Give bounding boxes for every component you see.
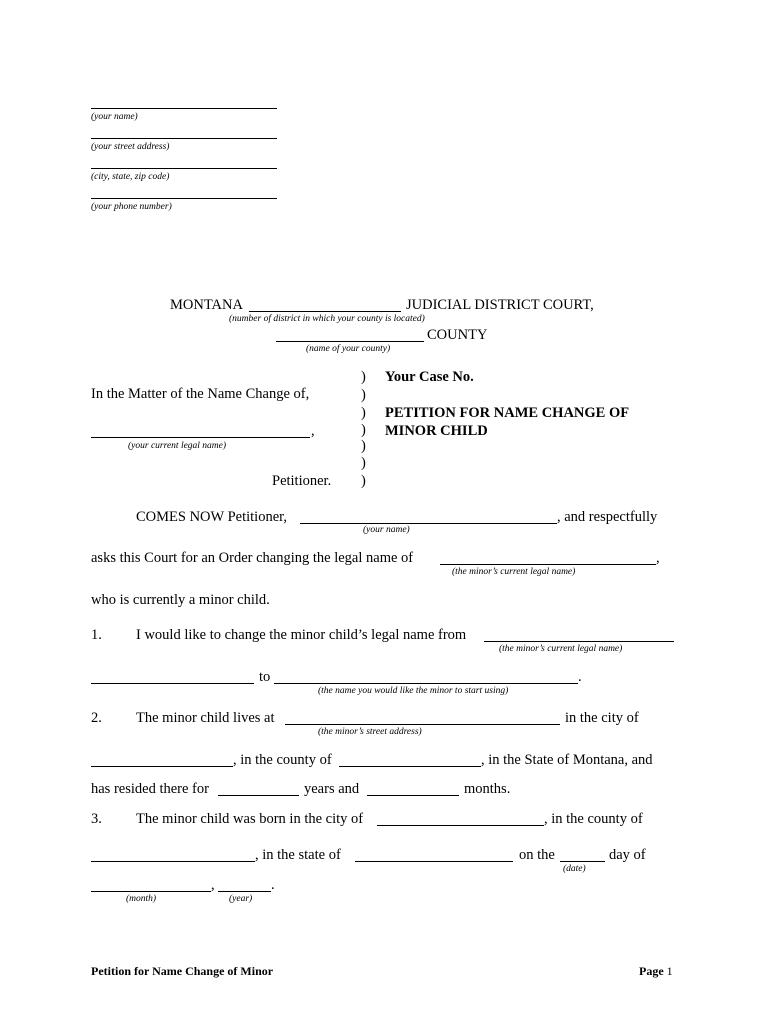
paragraph-3-number: 3. [91,811,102,827]
street-address-line[interactable] [91,138,277,139]
city-state-zip-line[interactable] [91,168,277,169]
court-title: JUDICIAL DISTRICT COURT, [406,297,594,313]
months-blank[interactable] [367,781,459,796]
paren: ) [361,369,366,385]
paren: ) [361,438,366,454]
county-name-blank[interactable] [276,327,424,342]
in-city-text: in the city of [565,710,639,726]
minor-child-text: who is currently a minor child. [91,592,270,608]
on-the-text: on the [519,847,555,863]
to-text: to [259,669,271,685]
minor-city-blank[interactable] [91,752,233,767]
page-indicator [639,964,673,979]
street-address-caption: (your street address) [91,142,170,152]
current-legal-name-blank[interactable] [91,423,310,438]
birth-month-blank[interactable] [91,877,211,892]
comma: , [211,877,215,893]
birth-city-blank[interactable] [377,811,544,826]
p1-current-name-continued-blank[interactable] [91,669,254,684]
month-caption: (month) [126,894,157,904]
new-name-blank[interactable] [274,669,578,684]
paren: ) [361,387,366,403]
minor-current-name-blank[interactable] [440,550,656,565]
in-county-text: , in the county of [233,752,332,768]
case-number-label: Your Case No. [385,369,474,385]
minor-street-address-blank[interactable] [285,710,560,725]
day-of-text: day of [609,847,646,863]
minor-current-name-caption: (the minor’s current legal name) [452,567,576,577]
current-legal-name-caption: (your current legal name) [128,441,227,451]
paragraph-2-number: 2. [91,710,102,726]
resided-text: has resided there for [91,781,209,797]
in-county-of-text: , in the county of [544,811,643,827]
phone-number-line[interactable] [91,198,277,199]
years-blank[interactable] [218,781,299,796]
paragraph-1-number: 1. [91,627,102,643]
new-name-caption: (the name you would like the minor to start using) [318,686,509,696]
in-state-of-text: , in the state of [255,847,341,863]
matter-label: In the Matter of the Name Change of, [91,386,310,402]
footer-title: Petition for Name Change of Minor [91,964,274,978]
period: . [578,669,582,685]
p1-current-name-blank[interactable] [484,627,674,642]
year-caption: (year) [229,894,253,904]
comes-now-text: COMES NOW Petitioner, [136,509,287,525]
date-caption: (date) [563,864,586,874]
paren: ) [361,405,366,421]
court-state: MONTANA [170,297,243,313]
county-caption: (name of your county) [306,344,391,354]
city-state-zip-caption: (city, state, zip code) [91,172,170,182]
p1-current-name-caption: (the minor’s current legal name) [499,644,623,654]
document-title-line1: PETITION FOR NAME CHANGE OF [385,405,630,421]
birth-county-blank[interactable] [91,847,255,862]
years-and-text: years and [304,781,360,797]
page-label: Page [639,964,664,978]
district-number-blank[interactable] [249,297,401,312]
your-name-caption: (your name) [363,525,410,535]
in-state-text: , in the State of Montana, and [481,752,653,768]
paragraph-2-text: The minor child lives at [136,710,275,726]
comma: , [311,423,315,439]
street-address-caption: (the minor’s street address) [318,727,422,737]
period: . [271,877,275,893]
birth-state-blank[interactable] [355,847,513,862]
your-name-line[interactable] [91,108,277,109]
district-caption: (number of district in which your county is located) [229,314,425,324]
page-number: 1 [666,964,673,978]
document-title-line2: MINOR CHILD [385,423,488,439]
minor-county-blank[interactable] [339,752,481,767]
paren: ) [361,455,366,471]
petitioner-label: Petitioner. [272,473,332,489]
your-name-caption: (your name) [91,112,138,122]
phone-number-caption: (your phone number) [91,202,172,212]
petitioner-name-blank[interactable] [300,509,557,524]
birth-day-blank[interactable] [560,847,605,862]
paren: ) [361,473,366,489]
comma: , [656,550,660,566]
and-respectfully-text: , and respectfully [557,509,658,525]
birth-year-blank[interactable] [218,877,271,892]
county-label: COUNTY [427,327,488,343]
paragraph-3-text: The minor child was born in the city of [136,811,364,827]
paren: ) [361,422,366,438]
asks-court-text: asks this Court for an Order changing the legal name of [91,550,414,566]
paragraph-1-text: I would like to change the minor child’s legal name from [136,627,467,643]
months-text: months. [464,781,511,797]
